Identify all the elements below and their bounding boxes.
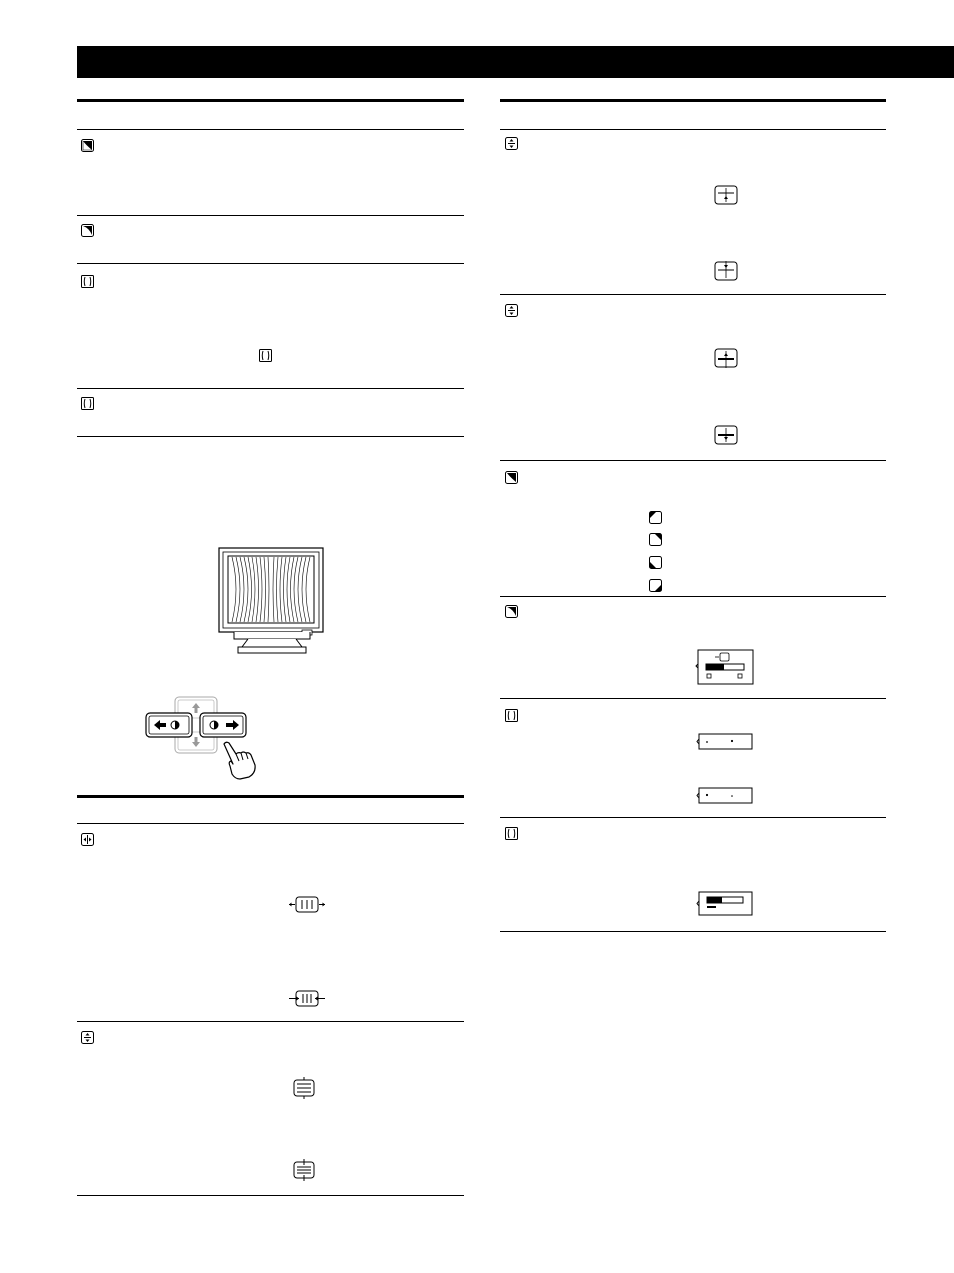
corner-bottom-right-icon [649,579,662,592]
pincushion-balance-icon [81,224,94,237]
top-convergence-down-icon [714,260,738,282]
table-header-rule [500,129,886,130]
horizontal-size-icon [81,833,94,846]
pin-balance-osd-indicator [696,733,754,751]
corner-top-left-icon [649,511,662,524]
pin-balance-icon [259,349,272,362]
bottom-convergence-up-icon [714,347,738,369]
row-divider [77,263,464,264]
corner-adjust-osd-indicator [696,649,754,685]
pin-balance-icon [505,709,518,722]
row-divider [77,215,464,216]
row-divider [77,1195,464,1196]
row-divider [500,294,886,295]
row-divider [500,460,886,461]
row-divider [500,817,886,818]
bottom-convergence-down-icon [714,424,738,446]
row-divider [77,436,464,437]
pin-balance-icon [81,275,94,288]
vertical-convergence-expand-icon [292,1076,316,1100]
pin-balance-osd-indicator [696,787,754,805]
top-convergence-up-icon [714,184,738,206]
pincushion-balance-icon [81,139,94,152]
vertical-convergence-shrink-icon [292,1158,316,1182]
row-divider [500,698,886,699]
pin-adjust-osd-indicator [696,891,754,917]
vertical-convergence-icon [505,137,518,150]
section-rule-top [500,99,886,102]
corner-correction-icon [505,471,518,484]
vertical-convergence-icon [505,304,518,317]
table-header-rule [77,129,464,130]
row-divider [77,1021,464,1022]
corner-correction-icon [505,605,518,618]
pointing-hand-icon [220,740,260,780]
page-header-bar [77,46,954,78]
corner-bottom-left-icon [649,556,662,569]
section-rule-top [77,99,464,102]
section-rule-top [77,795,464,798]
row-divider [500,931,886,932]
horizontal-size-shrink-icon [288,990,326,1007]
row-divider [77,388,464,389]
vertical-convergence-icon [81,1031,94,1044]
row-divider [500,596,886,597]
monitor-illustration [218,547,326,655]
pin-balance-icon [505,827,518,840]
pin-balance-icon [81,397,94,410]
horizontal-size-expand-icon [288,896,326,913]
corner-top-right-icon [649,533,662,546]
table-header-rule [77,823,464,824]
